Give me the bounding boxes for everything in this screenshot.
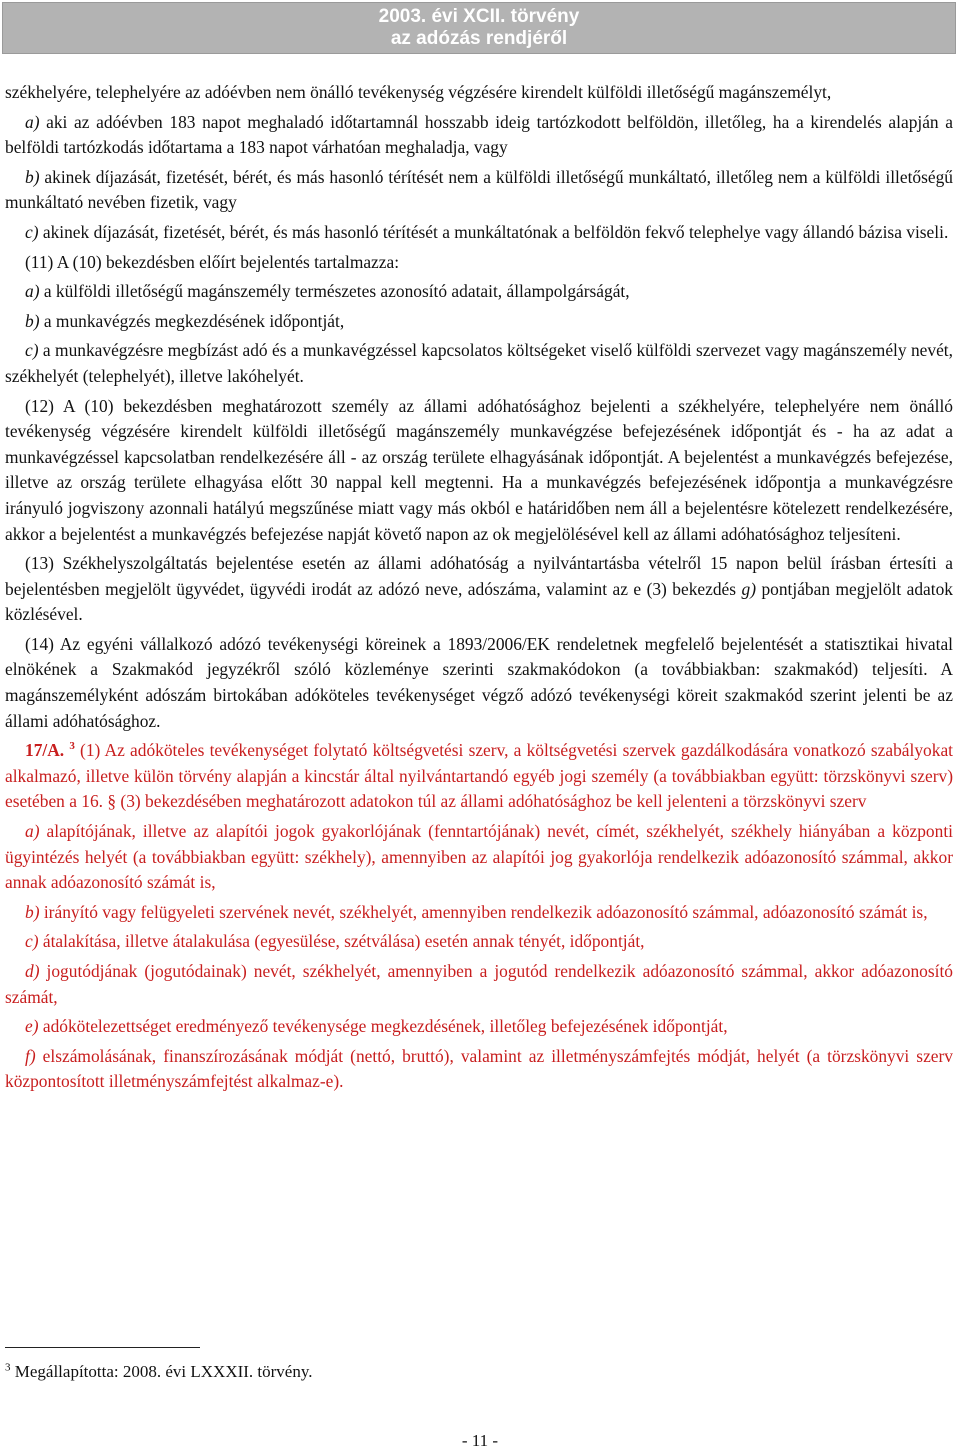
paragraph-text: (13) Székhelyszolgáltatás bejelentése esetén az állami adóhatóság a nyilvántartásba vételről 15 napon belül írásban értesíti a bejelentésben megjelölt ügyvédet, ügyvédi irodát az adózó neve, adószáma, valamint az e (3) bekezdés <box>5 553 953 599</box>
list-item <box>5 929 953 955</box>
footnote <box>5 1361 313 1383</box>
list-item <box>5 1044 953 1095</box>
paragraph: székhelyére, telephelyére az adóévben nem önálló tevékenység végzésére kirendelt külföldi illetőségű magánszemélyt, <box>5 82 832 102</box>
paragraph-13 <box>5 551 953 628</box>
paragraph-text: pontjában megjelölt adatok közlésével. <box>5 578 953 625</box>
item-label: b) <box>25 166 40 187</box>
item-text: akinek díjazását, fizetését, bérét, és más hasonló térítését nem a külföldi illetőségű munkáltató, illetőleg nem a külföldi illetőségű munkáltató nevében fizetik, vagy <box>5 166 953 213</box>
footnote-marker: 3 <box>5 1361 11 1374</box>
item-label: c) <box>25 931 39 952</box>
section-17a <box>5 738 953 1095</box>
list-item <box>5 900 953 926</box>
item-label: f) <box>25 1045 36 1066</box>
item-text: alapítójának, illetve az alapítói jogok gyakorlójának (fenntartójának) nevét, címét, székhelyét, székhely hiányában a központi ügyintézés helyét (a továbbiakban együtt: székhely), amennyiben az alapítói jog gyakorlója rendelkezik adóazonosító számmal, akkor annak adóazonosító számát is, <box>5 821 953 893</box>
item-text: átalakítása, illetve átalakulása (egyesülése, szétválása) esetén annak tényét, időpontját, <box>38 931 645 952</box>
header-law-subtitle: az adózás rendjéről <box>390 28 568 49</box>
item-label: d) <box>25 961 40 981</box>
item-label: e) <box>25 1016 39 1037</box>
header-law-title: 2003. évi XCII. törvény <box>378 6 580 27</box>
footnote-text: Megállapította: 2008. évi LXXXII. törvény. <box>10 1362 313 1381</box>
item-label: c) <box>25 340 39 361</box>
section-17a-intro <box>5 738 953 815</box>
footnote-ref: 3 <box>69 740 75 753</box>
item-label: c) <box>25 221 39 242</box>
list-item <box>5 309 953 335</box>
item-text: a munkavégzésre megbízást adó és a munkavégzéssel kapcsolatos költségeket viselő külföldi szervezet vagy magánszemély nevét, székhelyét (telephelyét), illetve lakóhelyét. <box>5 340 953 386</box>
paragraph-14: (14) Az egyéni vállalkozó adózó tevékenységi köreinek a 1893/2006/EK rendeletnek megfelelő bejelentését a statisztikai hivatal elnökének a Szakmakód jegyzékről szóló közleménye szerinti szakmakódokon (a továbbiakban: szakmakód) teljesíti. A magánszemélyként adószám birtokában adóköteles tevékenységet végző adózó tevékenységi köreit szakmakód szerint jelenti be az állami adóhatósághoz. <box>5 633 953 731</box>
paragraph-11-intro: (11) A (10) bekezdésben előírt bejelentés tartalmazza: <box>25 251 400 272</box>
item-label: a) <box>25 281 40 302</box>
item-text: elszámolásának, finanszírozásának módját (nettó, bruttó), valamint az illetményszámfejtés módját, helyét (a törzskönyvi szerv központosított illetményszámfejtést alkalmaz-e). <box>5 1045 953 1092</box>
item-text: aki az adóévben 183 napot meghaladó időtartamnál hosszabb ideig tartózkodott belföldön, illetőleg, ha a kirendelés alapján a belföldi tartózkodás időtartama a 183 napot várhatóan meghaladja, vagy <box>5 111 953 158</box>
list-item <box>5 220 953 246</box>
item-text: adókötelezettséget eredményező tevékenysége megkezdésének, illetőleg befejezésének időpontját, <box>38 1016 728 1037</box>
paragraph-12: (12) A (10) bekezdésben meghatározott személy az állami adóhatósághoz bejelenti a székhelyére, telephelyére nem önálló tevékenység végzésére kirendelt külföldi illetőségű magánszemély munkavégzése befejezésének időpontját és - ha az adat a munkavégzéssel kapcsolatban rendelkezésére áll - az ország területe elhagyásának időpontját. A bejelentést a munkavégzés befejezése, illetve az ország területe elhagyása előtt 30 nappal kell megtenni. Ha a munkavégzés befejezésének időpontja a munkavégzésre irányuló jogviszony azonnali hatályú megszűnése miatt vagy más okból e határidőben nem áll a bejelentésre kötelezett rendelkezésére, akkor a bejelentést a munkavégzés befejezése napját követő napon az ok megjelölésével kell az állami adóhatósághoz teljesíteni. <box>5 395 953 544</box>
item-text: jogutódjának (jogutódainak) nevét, székhelyét, amennyiben a jogutód rendelkezik adóazonosító számmal, akkor adóazonosító számát, <box>5 961 953 1007</box>
section-17a-text: (1) Az adóköteles tevékenységet folytató költségvetési szerv, a költségvetési szervek gazdálkodására vonatkozó szabályokat alkalmazó, illetve külön törvény alapján a kincstár által nyilvántartandó egyéb jogi személy (a továbbiakban együtt: törzskönyvi szerv) esetében a 16. § (3) bekezdésében meghatározott adatokon túl az állami adóhatósághoz be kell jelenteni a törzskönyvi szerv <box>5 740 953 812</box>
list-item <box>5 819 953 896</box>
list-item <box>5 959 953 1010</box>
item-label: b) <box>25 901 40 922</box>
document-header <box>2 2 956 54</box>
document-body <box>5 80 953 1099</box>
page-number: - 11 - <box>461 1431 499 1450</box>
item-label: g) <box>741 578 756 599</box>
item-text: akinek díjazását, fizetését, bérét, és más hasonló térítését a munkáltatónak a belföldön fekvő telephelye vagy állandó bázisa viseli. <box>38 221 949 242</box>
item-text: a külföldi illetőségű magánszemély természetes azonosító adatait, állampolgárságát, <box>39 281 630 302</box>
section-number: 17/A. <box>25 740 65 761</box>
list-item <box>5 165 953 216</box>
item-label: b) <box>25 310 40 331</box>
footnote-divider <box>5 1347 200 1348</box>
list-item <box>5 338 953 389</box>
list-item <box>5 279 953 305</box>
item-label: a) <box>25 111 40 132</box>
item-text: a munkavégzés megkezdésének időpontját, <box>39 310 345 331</box>
list-item <box>5 1014 953 1040</box>
item-label: a) <box>25 821 40 842</box>
list-item <box>5 110 953 161</box>
item-text: irányító vagy felügyeleti szervének nevét, székhelyét, amennyiben rendelkezik adóazonosító számmal, adóazonosító számát is, <box>39 901 928 922</box>
